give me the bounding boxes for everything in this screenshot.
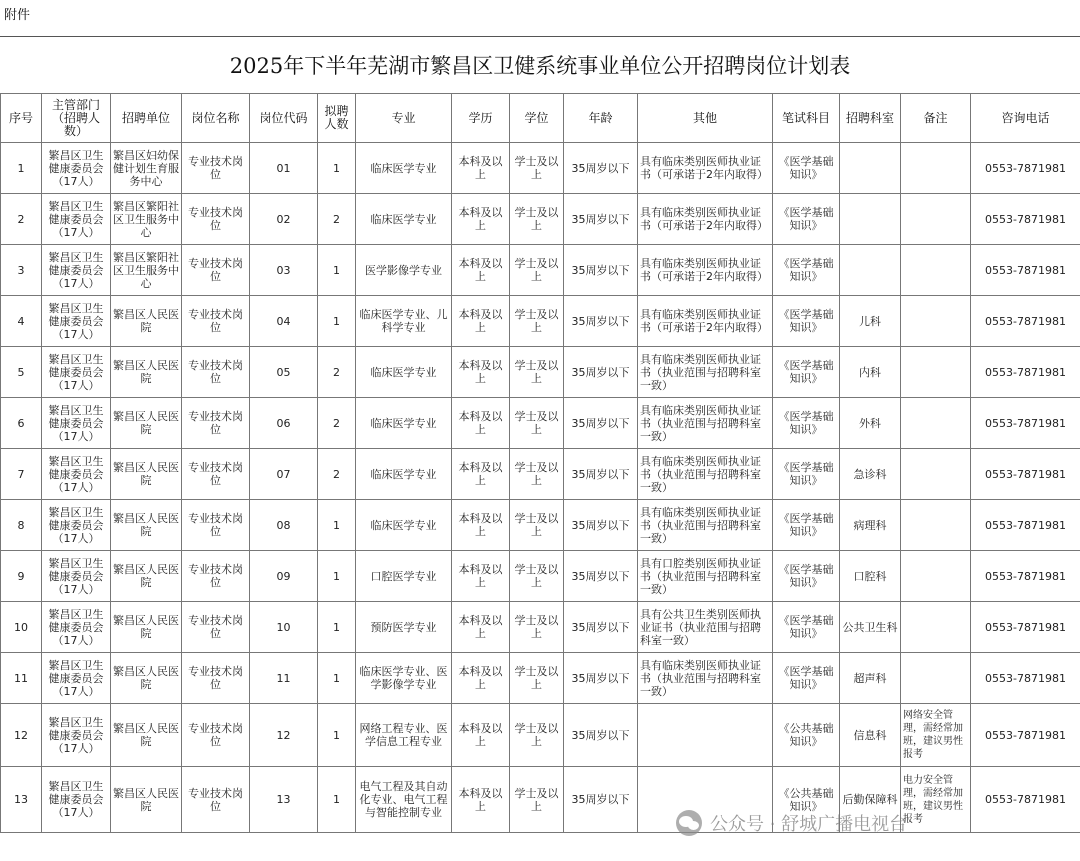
cell-no: 11 bbox=[1, 653, 42, 704]
cell-count: 1 bbox=[318, 143, 356, 194]
cell-room: 信息科 bbox=[840, 704, 901, 767]
table-row bbox=[1, 398, 1080, 449]
cell-room bbox=[840, 143, 901, 194]
watermark-text: 公众号 · 舒城广播电视台 bbox=[710, 814, 908, 835]
cell-age: 35周岁以下 bbox=[564, 500, 638, 551]
cell-unit: 繁昌区妇幼保健计划生育服务中心 bbox=[111, 143, 182, 194]
cell-unit: 繁昌区人民医院 bbox=[111, 767, 182, 833]
cell-no: 10 bbox=[1, 602, 42, 653]
cell-edu: 本科及以上 bbox=[452, 704, 510, 767]
cell-major: 临床医学专业 bbox=[356, 500, 452, 551]
cell-note bbox=[901, 398, 971, 449]
table-row bbox=[1, 347, 1080, 398]
col-header-degree: 学位 bbox=[510, 94, 564, 143]
cell-phone: 0553-7871981 bbox=[971, 602, 1080, 653]
cell-unit: 繁昌区人民医院 bbox=[111, 296, 182, 347]
cell-phone: 0553-7871981 bbox=[971, 551, 1080, 602]
cell-other: 具有公共卫生类别医师执业证书（执业范围与招聘科室一致） bbox=[638, 602, 773, 653]
cell-degree: 学士及以上 bbox=[510, 767, 564, 833]
cell-no: 7 bbox=[1, 449, 42, 500]
cell-edu: 本科及以上 bbox=[452, 194, 510, 245]
cell-unit: 繁昌区人民医院 bbox=[111, 398, 182, 449]
col-header-phone: 咨询电话 bbox=[971, 94, 1080, 143]
cell-degree: 学士及以上 bbox=[510, 449, 564, 500]
cell-degree: 学士及以上 bbox=[510, 296, 564, 347]
cell-note bbox=[901, 551, 971, 602]
cell-no: 5 bbox=[1, 347, 42, 398]
cell-major: 口腔医学专业 bbox=[356, 551, 452, 602]
cell-room: 口腔科 bbox=[840, 551, 901, 602]
cell-exam: 《医学基础知识》 bbox=[773, 602, 840, 653]
cell-degree: 学士及以上 bbox=[510, 551, 564, 602]
cell-code: 04 bbox=[250, 296, 318, 347]
cell-phone: 0553-7871981 bbox=[971, 245, 1080, 296]
cell-no: 12 bbox=[1, 704, 42, 767]
cell-age: 35周岁以下 bbox=[564, 653, 638, 704]
table-row bbox=[1, 551, 1080, 602]
cell-age: 35周岁以下 bbox=[564, 245, 638, 296]
cell-dept: 繁昌区卫生健康委员会（17人） bbox=[42, 296, 111, 347]
cell-exam: 《医学基础知识》 bbox=[773, 449, 840, 500]
cell-other: 具有临床类别医师执业证书（可承诺于2年内取得） bbox=[638, 245, 773, 296]
cell-code: 02 bbox=[250, 194, 318, 245]
cell-exam: 《公共基础知识》 bbox=[773, 767, 840, 833]
cell-age: 35周岁以下 bbox=[564, 704, 638, 767]
cell-code: 13 bbox=[250, 767, 318, 833]
cell-phone: 0553-7871981 bbox=[971, 704, 1080, 767]
cell-exam: 《医学基础知识》 bbox=[773, 194, 840, 245]
cell-edu: 本科及以上 bbox=[452, 767, 510, 833]
col-header-room: 招聘科室 bbox=[840, 94, 901, 143]
cell-degree: 学士及以上 bbox=[510, 143, 564, 194]
cell-no: 8 bbox=[1, 500, 42, 551]
cell-exam: 《医学基础知识》 bbox=[773, 245, 840, 296]
cell-age: 35周岁以下 bbox=[564, 194, 638, 245]
cell-post: 专业技术岗位 bbox=[182, 653, 250, 704]
cell-unit: 繁昌区人民医院 bbox=[111, 449, 182, 500]
col-header-no: 序号 bbox=[1, 94, 42, 143]
cell-age: 35周岁以下 bbox=[564, 398, 638, 449]
table-row bbox=[1, 296, 1080, 347]
cell-code: 11 bbox=[250, 653, 318, 704]
cell-count: 2 bbox=[318, 449, 356, 500]
cell-no: 4 bbox=[1, 296, 42, 347]
cell-phone: 0553-7871981 bbox=[971, 296, 1080, 347]
table-row bbox=[1, 194, 1080, 245]
cell-unit: 繁昌区繁阳社区卫生服务中心 bbox=[111, 245, 182, 296]
cell-post: 专业技术岗位 bbox=[182, 449, 250, 500]
cell-exam: 《医学基础知识》 bbox=[773, 347, 840, 398]
col-header-post: 岗位名称 bbox=[182, 94, 250, 143]
table-row bbox=[1, 602, 1080, 653]
cell-note: 网络安全管理，需经常加班，建议男性报考 bbox=[901, 704, 971, 767]
table-row bbox=[1, 245, 1080, 296]
cell-degree: 学士及以上 bbox=[510, 245, 564, 296]
cell-unit: 繁昌区繁阳社区卫生服务中心 bbox=[111, 194, 182, 245]
table-header-row bbox=[1, 94, 1080, 143]
cell-dept: 繁昌区卫生健康委员会（17人） bbox=[42, 449, 111, 500]
cell-age: 35周岁以下 bbox=[564, 296, 638, 347]
cell-dept: 繁昌区卫生健康委员会（17人） bbox=[42, 551, 111, 602]
cell-major: 电气工程及其自动化专业、电气工程与智能控制专业 bbox=[356, 767, 452, 833]
cell-edu: 本科及以上 bbox=[452, 347, 510, 398]
col-header-unit: 招聘单位 bbox=[111, 94, 182, 143]
cell-major: 临床医学专业、儿科学专业 bbox=[356, 296, 452, 347]
cell-degree: 学士及以上 bbox=[510, 398, 564, 449]
cell-major: 临床医学专业 bbox=[356, 449, 452, 500]
cell-no: 2 bbox=[1, 194, 42, 245]
cell-dept: 繁昌区卫生健康委员会（17人） bbox=[42, 602, 111, 653]
cell-edu: 本科及以上 bbox=[452, 143, 510, 194]
cell-dept: 繁昌区卫生健康委员会（17人） bbox=[42, 245, 111, 296]
cell-other: 具有临床类别医师执业证书（可承诺于2年内取得） bbox=[638, 296, 773, 347]
cell-degree: 学士及以上 bbox=[510, 653, 564, 704]
cell-major: 医学影像学专业 bbox=[356, 245, 452, 296]
cell-count: 1 bbox=[318, 653, 356, 704]
cell-post: 专业技术岗位 bbox=[182, 347, 250, 398]
col-header-other: 其他 bbox=[638, 94, 773, 143]
col-header-edu: 学历 bbox=[452, 94, 510, 143]
cell-room bbox=[840, 194, 901, 245]
cell-age: 35周岁以下 bbox=[564, 347, 638, 398]
cell-exam: 《医学基础知识》 bbox=[773, 551, 840, 602]
cell-room: 内科 bbox=[840, 347, 901, 398]
cell-degree: 学士及以上 bbox=[510, 500, 564, 551]
cell-dept: 繁昌区卫生健康委员会（17人） bbox=[42, 500, 111, 551]
cell-count: 2 bbox=[318, 398, 356, 449]
cell-count: 2 bbox=[318, 194, 356, 245]
cell-count: 1 bbox=[318, 704, 356, 767]
cell-room: 外科 bbox=[840, 398, 901, 449]
cell-note bbox=[901, 245, 971, 296]
cell-unit: 繁昌区人民医院 bbox=[111, 704, 182, 767]
cell-note bbox=[901, 653, 971, 704]
table-row bbox=[1, 449, 1080, 500]
cell-phone: 0553-7871981 bbox=[971, 449, 1080, 500]
table-row bbox=[1, 767, 1080, 833]
cell-note bbox=[901, 602, 971, 653]
cell-other: 具有临床类别医师执业证书（执业范围与招聘科室一致） bbox=[638, 398, 773, 449]
cell-major: 临床医学专业 bbox=[356, 194, 452, 245]
col-header-dept: 主管部门（招聘人数） bbox=[42, 94, 111, 143]
cell-note bbox=[901, 449, 971, 500]
cell-no: 1 bbox=[1, 143, 42, 194]
cell-edu: 本科及以上 bbox=[452, 245, 510, 296]
cell-post: 专业技术岗位 bbox=[182, 767, 250, 833]
cell-exam: 《医学基础知识》 bbox=[773, 653, 840, 704]
cell-age: 35周岁以下 bbox=[564, 143, 638, 194]
cell-phone: 0553-7871981 bbox=[971, 653, 1080, 704]
table-row bbox=[1, 653, 1080, 704]
table-row bbox=[1, 143, 1080, 194]
cell-major: 临床医学专业、医学影像学专业 bbox=[356, 653, 452, 704]
cell-age: 35周岁以下 bbox=[564, 551, 638, 602]
cell-note bbox=[901, 296, 971, 347]
cell-post: 专业技术岗位 bbox=[182, 143, 250, 194]
cell-other: 具有临床类别医师执业证书（执业范围与招聘科室一致） bbox=[638, 500, 773, 551]
cell-code: 06 bbox=[250, 398, 318, 449]
cell-unit: 繁昌区人民医院 bbox=[111, 347, 182, 398]
cell-no: 13 bbox=[1, 767, 42, 833]
col-header-code: 岗位代码 bbox=[250, 94, 318, 143]
recruitment-table bbox=[0, 93, 1080, 833]
cell-exam: 《医学基础知识》 bbox=[773, 296, 840, 347]
cell-other bbox=[638, 704, 773, 767]
attachment-label: 附件 bbox=[4, 8, 31, 23]
cell-other: 具有临床类别医师执业证书（可承诺于2年内取得） bbox=[638, 194, 773, 245]
cell-code: 05 bbox=[250, 347, 318, 398]
cell-code: 07 bbox=[250, 449, 318, 500]
col-header-age: 年龄 bbox=[564, 94, 638, 143]
cell-count: 1 bbox=[318, 296, 356, 347]
cell-no: 6 bbox=[1, 398, 42, 449]
cell-exam: 《医学基础知识》 bbox=[773, 143, 840, 194]
cell-unit: 繁昌区人民医院 bbox=[111, 551, 182, 602]
cell-note bbox=[901, 143, 971, 194]
cell-other: 具有临床类别医师执业证书（执业范围与招聘科室一致） bbox=[638, 347, 773, 398]
cell-other: 具有临床类别医师执业证书（执业范围与招聘科室一致） bbox=[638, 449, 773, 500]
cell-edu: 本科及以上 bbox=[452, 551, 510, 602]
cell-degree: 学士及以上 bbox=[510, 194, 564, 245]
cell-major: 临床医学专业 bbox=[356, 398, 452, 449]
cell-room: 急诊科 bbox=[840, 449, 901, 500]
cell-phone: 0553-7871981 bbox=[971, 194, 1080, 245]
cell-exam: 《医学基础知识》 bbox=[773, 398, 840, 449]
cell-phone: 0553-7871981 bbox=[971, 347, 1080, 398]
cell-age: 35周岁以下 bbox=[564, 449, 638, 500]
cell-other: 具有口腔类别医师执业证书（执业范围与招聘科室一致） bbox=[638, 551, 773, 602]
cell-other bbox=[638, 767, 773, 833]
cell-edu: 本科及以上 bbox=[452, 602, 510, 653]
cell-code: 09 bbox=[250, 551, 318, 602]
cell-phone: 0553-7871981 bbox=[971, 500, 1080, 551]
cell-dept: 繁昌区卫生健康委员会（17人） bbox=[42, 194, 111, 245]
cell-dept: 繁昌区卫生健康委员会（17人） bbox=[42, 767, 111, 833]
cell-count: 1 bbox=[318, 767, 356, 833]
cell-unit: 繁昌区人民医院 bbox=[111, 500, 182, 551]
cell-count: 1 bbox=[318, 500, 356, 551]
cell-phone: 0553-7871981 bbox=[971, 767, 1080, 833]
table-row bbox=[1, 500, 1080, 551]
cell-post: 专业技术岗位 bbox=[182, 500, 250, 551]
cell-post: 专业技术岗位 bbox=[182, 194, 250, 245]
cell-age: 35周岁以下 bbox=[564, 602, 638, 653]
cell-post: 专业技术岗位 bbox=[182, 245, 250, 296]
cell-major: 网络工程专业、医学信息工程专业 bbox=[356, 704, 452, 767]
cell-edu: 本科及以上 bbox=[452, 398, 510, 449]
cell-other: 具有临床类别医师执业证书（可承诺于2年内取得） bbox=[638, 143, 773, 194]
cell-count: 2 bbox=[318, 347, 356, 398]
cell-phone: 0553-7871981 bbox=[971, 143, 1080, 194]
cell-note bbox=[901, 347, 971, 398]
col-header-major: 专业 bbox=[356, 94, 452, 143]
cell-major: 预防医学专业 bbox=[356, 602, 452, 653]
cell-count: 1 bbox=[318, 602, 356, 653]
cell-dept: 繁昌区卫生健康委员会（17人） bbox=[42, 347, 111, 398]
cell-note bbox=[901, 500, 971, 551]
cell-room: 病理科 bbox=[840, 500, 901, 551]
cell-exam: 《公共基础知识》 bbox=[773, 704, 840, 767]
page-title: 2025年下半年芜湖市繁昌区卫健系统事业单位公开招聘岗位计划表 bbox=[0, 36, 1080, 94]
cell-dept: 繁昌区卫生健康委员会（17人） bbox=[42, 653, 111, 704]
cell-edu: 本科及以上 bbox=[452, 653, 510, 704]
cell-post: 专业技术岗位 bbox=[182, 398, 250, 449]
cell-code: 08 bbox=[250, 500, 318, 551]
cell-age: 35周岁以下 bbox=[564, 767, 638, 833]
cell-code: 03 bbox=[250, 245, 318, 296]
col-header-count: 拟聘人数 bbox=[318, 94, 356, 143]
cell-other: 具有临床类别医师执业证书（执业范围与招聘科室一致） bbox=[638, 653, 773, 704]
cell-post: 专业技术岗位 bbox=[182, 704, 250, 767]
cell-no: 3 bbox=[1, 245, 42, 296]
cell-room: 儿科 bbox=[840, 296, 901, 347]
cell-dept: 繁昌区卫生健康委员会（17人） bbox=[42, 398, 111, 449]
cell-dept: 繁昌区卫生健康委员会（17人） bbox=[42, 143, 111, 194]
cell-major: 临床医学专业 bbox=[356, 347, 452, 398]
cell-room: 后勤保障科 bbox=[840, 767, 901, 833]
cell-edu: 本科及以上 bbox=[452, 296, 510, 347]
cell-edu: 本科及以上 bbox=[452, 449, 510, 500]
cell-edu: 本科及以上 bbox=[452, 500, 510, 551]
cell-dept: 繁昌区卫生健康委员会（17人） bbox=[42, 704, 111, 767]
col-header-exam: 笔试科目 bbox=[773, 94, 840, 143]
cell-note: 电力安全管理，需经常加班，建议男性报考 bbox=[901, 767, 971, 833]
cell-code: 12 bbox=[250, 704, 318, 767]
cell-room: 公共卫生科 bbox=[840, 602, 901, 653]
cell-post: 专业技术岗位 bbox=[182, 602, 250, 653]
cell-major: 临床医学专业 bbox=[356, 143, 452, 194]
cell-room: 超声科 bbox=[840, 653, 901, 704]
cell-unit: 繁昌区人民医院 bbox=[111, 653, 182, 704]
cell-note bbox=[901, 194, 971, 245]
cell-exam: 《医学基础知识》 bbox=[773, 500, 840, 551]
cell-no: 9 bbox=[1, 551, 42, 602]
cell-unit: 繁昌区人民医院 bbox=[111, 602, 182, 653]
cell-room bbox=[840, 245, 901, 296]
cell-post: 专业技术岗位 bbox=[182, 551, 250, 602]
table-row bbox=[1, 704, 1080, 767]
col-header-note: 备注 bbox=[901, 94, 971, 143]
cell-count: 1 bbox=[318, 245, 356, 296]
cell-degree: 学士及以上 bbox=[510, 704, 564, 767]
cell-code: 10 bbox=[250, 602, 318, 653]
cell-code: 01 bbox=[250, 143, 318, 194]
cell-count: 1 bbox=[318, 551, 356, 602]
cell-post: 专业技术岗位 bbox=[182, 296, 250, 347]
cell-degree: 学士及以上 bbox=[510, 602, 564, 653]
cell-degree: 学士及以上 bbox=[510, 347, 564, 398]
cell-phone: 0553-7871981 bbox=[971, 398, 1080, 449]
